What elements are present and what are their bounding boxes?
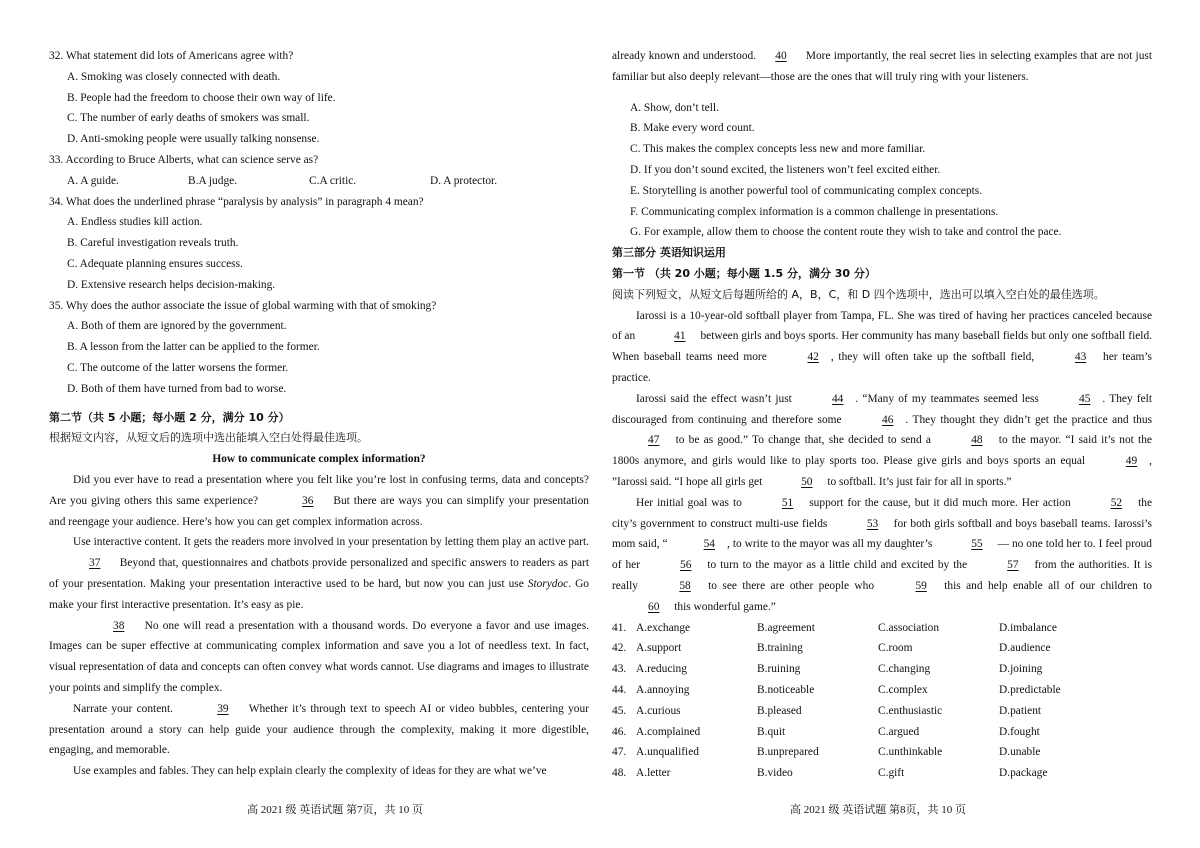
choice-option-d: D.fought <box>999 725 1040 738</box>
section-1-instructions: 阅读下列短文，从短文后每题所给的 A，B，C，和 D 四个选项中，选出可以填入空白处的最佳选项。 <box>612 287 1105 301</box>
paragraph-text: to the mayor. “I said it’s not the 1800s anymore, and girls would like to play sports too. Please give girls and boys sports an equal <box>612 434 1152 468</box>
section-1-title: 第一节 （共 20 小题；每小题 1.5 分，满分 30 分） <box>612 266 876 280</box>
paragraph-text: More importantly, the real secret lies in selecting examples that are not just familiar but also deeply relevant—those are the ones that will truly ring with your listeners. <box>612 50 1152 83</box>
choice-option-a: A.support <box>636 642 682 655</box>
blank-60[interactable]: 60 <box>648 600 660 613</box>
gap-option-e: E. Storytelling is another powerful tool of communicating complex concepts. <box>630 184 983 197</box>
paragraph-text: . Go make your first interactive presentation. It’s easy as pie. <box>49 577 589 611</box>
blank-55[interactable]: 55 <box>971 538 983 551</box>
blank-49[interactable]: 49 <box>1125 455 1138 468</box>
paragraph-text: for both girls softball and boys baseball teams. Iarossi’s mom said, “ <box>612 517 1152 551</box>
choice-option-d: D.unable <box>999 746 1041 759</box>
choice-option-a: A.unqualified <box>636 746 699 759</box>
paragraph-text: from the authorities. It is really <box>612 559 1153 592</box>
page-footer-right: 高 2021 级 英语试题 第8页，共 10 页 <box>790 804 966 816</box>
section-2-title: 第二节（共 5 小题；每小题 2 分，满分 10 分） <box>49 410 290 424</box>
choice-option-d: D.imbalance <box>999 621 1057 634</box>
blank-57[interactable]: 57 <box>1007 559 1019 572</box>
question-34-option-d: D. Extensive research helps decision-making. <box>67 278 276 291</box>
blank-48[interactable]: 48 <box>971 434 983 447</box>
choice-option-b: B.quit <box>757 725 786 738</box>
blank-52[interactable]: 52 <box>1110 496 1123 509</box>
choice-option-d: D.package <box>999 767 1048 780</box>
paragraph-text: to turn to the mayor as a little child and excited by the <box>703 559 972 572</box>
paragraph-text: to see there are other people who <box>702 579 880 592</box>
question-33-option-a: A. A guide. <box>67 174 119 187</box>
gap-option-d: D. If you don’t sound excited, the listeners won’t feel excited either. <box>630 163 941 176</box>
blank-56[interactable]: 56 <box>680 559 692 572</box>
choice-option-a: A.exchange <box>636 621 691 634</box>
blank-42[interactable]: 42 <box>807 351 819 364</box>
gap-option-g: G. For example, allow them to choose the content route they wish to take and control the pace. <box>630 226 1062 239</box>
choice-option-c: C.complex <box>878 683 928 696</box>
cloze-paragraph-1 <box>612 306 1152 389</box>
paragraph-text: this wonderful game.” <box>671 600 776 613</box>
question-number: 46. <box>612 725 627 738</box>
blank-53[interactable]: 53 <box>866 517 879 530</box>
gap-fill-options <box>612 98 1152 244</box>
question-35-option-a: A. Both of them are ignored by the government. <box>67 320 287 333</box>
question-number: 45. <box>612 704 627 717</box>
paragraph-text: . They felt discouraged from continuing and therefore some <box>612 392 1152 426</box>
cloze-choices <box>612 618 1152 784</box>
question-33-options <box>49 171 589 192</box>
left-page <box>49 46 589 782</box>
blank-54[interactable]: 54 <box>703 538 715 551</box>
paragraph-text: already known and understood. <box>612 50 760 62</box>
part-3-title: 第三部分 英语知识运用 <box>612 246 726 260</box>
section-2-instructions: 根据短文内容，从短文后的选项中选出能填入空白处得最佳选项。 <box>49 431 368 445</box>
choice-option-a: A.complained <box>636 725 701 738</box>
choice-option-b: B.pleased <box>757 704 802 717</box>
paragraph-text: Beyond that, questionnaires and chatbots provide personalized and specific answers to readers as part of your presentation. Making your presentation interactive used to be hard, but now you can just use <box>49 557 589 590</box>
cloze-paragraph-2 <box>612 389 1152 493</box>
choice-option-c: C.argued <box>878 725 920 738</box>
passage-title: How to communicate complex information? <box>212 453 426 466</box>
choice-option-b: B.agreement <box>757 621 815 634</box>
paragraph-text: this and help enable all of our children to <box>938 579 1152 592</box>
choice-row <box>612 638 1152 659</box>
page-footer-left: 高 2021 级 英语试题 第7页，共 10 页 <box>247 804 423 816</box>
question-34-option-c: C. Adequate planning ensures success. <box>67 257 243 270</box>
paragraph-text: the city’s government to construct multi-use fields <box>612 496 1153 530</box>
paragraph-text: . “Many of my teammates seemed less <box>855 392 1044 405</box>
blank-44[interactable]: 44 <box>831 392 844 405</box>
question-34-option-b: B. Careful investigation reveals truth. <box>67 237 239 250</box>
blank-45[interactable]: 45 <box>1079 392 1091 405</box>
passage-paragraph-2 <box>49 532 589 615</box>
blank-37[interactable]: 37 <box>89 557 101 570</box>
paragraph-text: , they will often take up the softball field, <box>830 351 1039 364</box>
paragraph-text: — no one told her to. I feel proud of her <box>612 538 1152 572</box>
question-34-stem: 34. What does the underlined phrase “paralysis by analysis” in paragraph 4 mean? <box>49 195 424 208</box>
choice-option-d: D.joining <box>999 663 1043 676</box>
question-35-option-d: D. Both of them have turned from bad to worse. <box>67 382 287 395</box>
choice-option-b: B.video <box>757 767 793 780</box>
question-33-option-d: D. A protector. <box>430 174 498 187</box>
question-33-stem: 33. According to Bruce Alberts, what can science serve as? <box>49 153 319 166</box>
choice-option-b: B.training <box>757 642 803 655</box>
question-number: 48. <box>612 767 627 780</box>
paragraph-text: Narrate your content. <box>73 702 178 715</box>
cloze-paragraph-3 <box>612 493 1152 618</box>
paragraph-text: Did you ever have to read a presentation where you felt like you’re lost in confusing terms, data and concepts? Are you giving others this same experience? <box>49 473 589 507</box>
gap-option-f: F. Communicating complex information is a common challenge in presentations. <box>630 205 999 218</box>
paragraph-text: . They thought they didn’t get the practice and thus <box>905 413 1152 426</box>
right-page <box>612 46 1152 784</box>
choice-option-c: C.enthusiastic <box>878 704 943 717</box>
choice-row <box>612 659 1152 680</box>
choice-option-c: C.changing <box>878 663 931 676</box>
choice-row <box>612 618 1152 639</box>
question-number: 47. <box>612 746 627 759</box>
question-33-option-b: B.A judge. <box>188 174 238 187</box>
blank-38[interactable]: 38 <box>113 619 125 632</box>
choice-option-d: D.patient <box>999 704 1042 717</box>
choice-row <box>612 722 1152 743</box>
paragraph-text: , to write to the mayor was all my daughter’s <box>727 538 936 551</box>
choice-option-a: A.letter <box>636 767 671 780</box>
question-number: 41. <box>612 621 627 634</box>
paragraph-text: No one will read a presentation with a thousand words. Do everyone a favor and use images. Images can be super effective at communicating complex information and save you a lot of needless text. In fact, visual representation of data and concepts can often convey what words cannot. Use diagrams and images to illustrate your points and simplify the complex. <box>49 619 589 694</box>
question-32-option-b: B. People had the freedom to choose their own way of life. <box>67 91 336 104</box>
paragraph-text: But there are ways you can simplify your presentation and reengage your audience. Here’s how you can get complex information across. <box>49 494 589 528</box>
question-35-option-b: B. A lesson from the latter can be applied to the former. <box>67 341 320 354</box>
paragraph-text: to be as good.” To change that, she decided to send a <box>671 434 936 447</box>
paragraph-text: Iarossi is a 10-year-old softball player from Tampa, FL. She was tired of having her practices canceled because of an <box>612 309 1152 343</box>
question-32-option-c: C. The number of early deaths of smokers was small. <box>67 112 310 125</box>
choice-option-c: C.association <box>878 621 940 634</box>
choice-option-c: C.room <box>878 642 913 655</box>
choice-option-c: C.gift <box>878 767 905 780</box>
question-number: 42. <box>612 642 627 655</box>
paragraph-text: Iarossi said the effect wasn’t just <box>636 392 796 405</box>
question-35-option-c: C. The outcome of the latter worsens the former. <box>67 361 289 374</box>
passage-paragraph-1 <box>49 470 589 532</box>
blank-36[interactable]: 36 <box>302 494 314 507</box>
choice-option-c: C.unthinkable <box>878 746 943 759</box>
passage-paragraph-5-start: Use examples and fables. They can help explain clearly the complexity of ideas for they are what we’ve <box>73 765 547 778</box>
blank-59[interactable]: 59 <box>915 579 927 592</box>
question-32-stem: 32. What statement did lots of Americans agree with? <box>49 50 294 62</box>
choice-option-b: B.ruining <box>757 663 801 676</box>
question-33-option-c: C.A critic. <box>309 174 357 187</box>
choice-option-a: A.annoying <box>636 683 690 696</box>
blank-47[interactable]: 47 <box>648 434 660 447</box>
question-number: 43. <box>612 663 627 676</box>
choice-option-d: D.audience <box>999 642 1051 655</box>
question-34-option-a: A. Endless studies kill action. <box>67 216 203 229</box>
paragraph-text: Whether it’s through text to speech AI or video bubbles, centering your presentation around a story can help guide your audience through the complexity, making it more digestible, engaging, and memorable. <box>49 702 589 757</box>
blank-39[interactable]: 39 <box>217 702 229 715</box>
blank-41[interactable]: 41 <box>674 330 686 343</box>
question-number: 44. <box>612 683 627 696</box>
question-32-option-d: D. Anti-smoking people were usually talking nonsense. <box>67 133 320 146</box>
choice-row <box>612 763 1152 784</box>
paragraph-text: Use interactive content. It gets the readers more involved in your presentation by letting them play an active part. <box>73 536 589 549</box>
gap-option-a: A. Show, don’t tell. <box>630 101 719 114</box>
blank-51[interactable]: 51 <box>781 496 794 509</box>
gap-option-b: B. Make every word count. <box>630 122 755 135</box>
blank-46[interactable]: 46 <box>882 413 894 426</box>
choice-option-b: B.unprepared <box>757 746 819 759</box>
choice-row <box>612 701 1152 722</box>
passage-paragraph-4 <box>49 699 589 761</box>
choice-row <box>612 680 1152 701</box>
choice-option-b: B.noticeable <box>757 683 815 696</box>
blank-58[interactable]: 58 <box>679 579 691 592</box>
question-35-stem: 35. Why does the author associate the issue of global warming with that of smoking? <box>49 299 437 312</box>
paragraph-text: to softball. It’s just fair for all in sports.” <box>824 475 1012 488</box>
passage-paragraph-3 <box>49 616 589 699</box>
paragraph-text: , ”Iarossi said. “I hope all girls get <box>612 455 1152 488</box>
blank-50[interactable]: 50 <box>801 475 813 488</box>
paragraph-text: between girls and boys sports. Her community has many baseball fields but only one softball field. When baseball teams need more <box>612 330 1152 364</box>
paragraph-text: Her initial goal was to <box>636 496 746 509</box>
gap-option-c: C. This makes the complex concepts less new and more familiar. <box>630 143 926 156</box>
paragraph-text: support for the cause, but it did much more. Her action <box>805 496 1075 509</box>
passage-paragraph-5-end <box>612 46 1152 88</box>
choice-option-a: A.curious <box>636 704 681 717</box>
blank-40[interactable]: 40 <box>775 50 787 62</box>
paragraph-text: her team’s practice. <box>612 351 1152 384</box>
question-32-option-a: A. Smoking was closely connected with death. <box>67 70 281 83</box>
product-name: Storydoc <box>527 577 569 590</box>
choice-option-d: D.predictable <box>999 683 1061 696</box>
choice-row <box>612 742 1152 763</box>
choice-option-a: A.reducing <box>636 663 687 676</box>
blank-43[interactable]: 43 <box>1074 351 1087 364</box>
